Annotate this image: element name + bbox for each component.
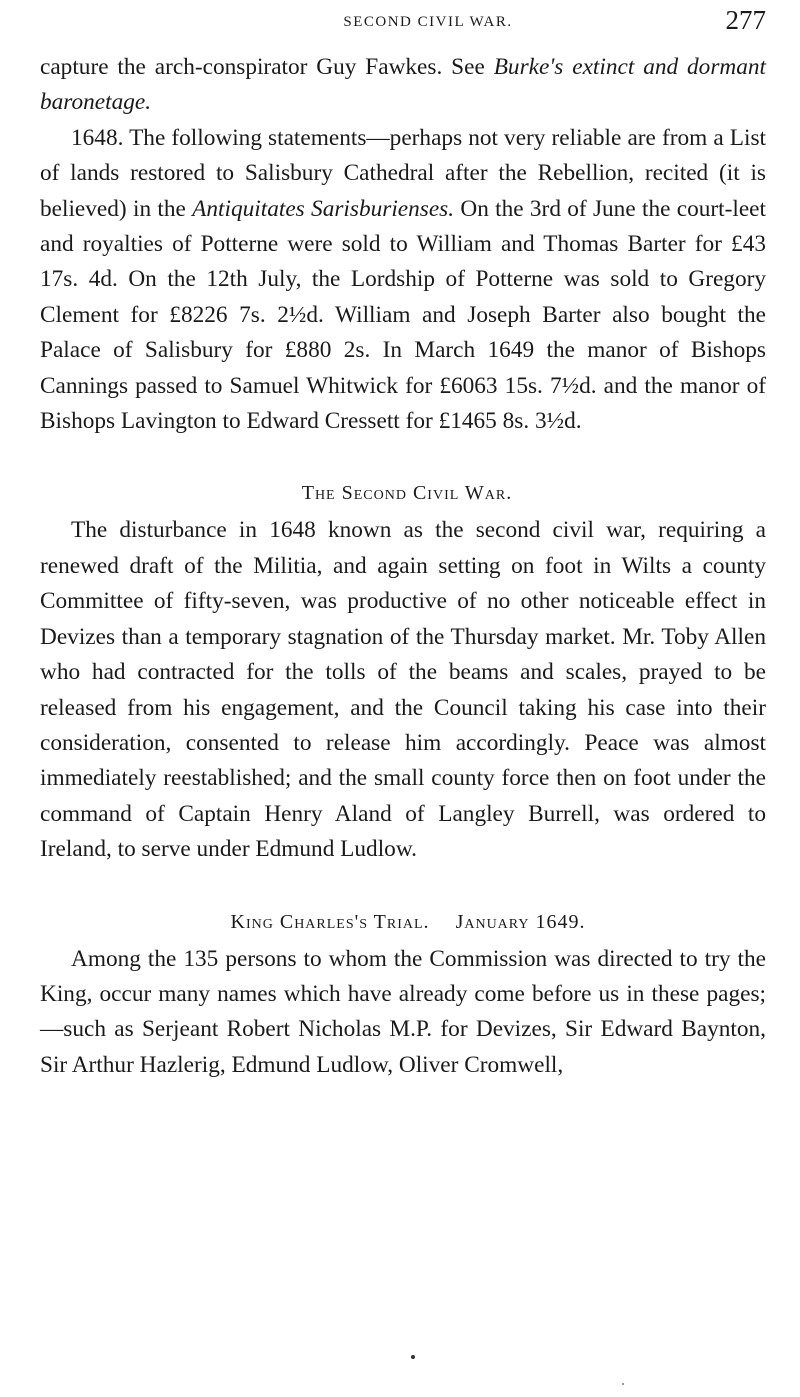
paragraph-trial: Among the 135 persons to whom the Commission was directed to try the King, occur many names which have already come before us in these pages;—such as Serjeant Robert Nicholas M.P. for Devizes, Sir Edward Baynton, Sir Arthur Hazlerig, Edmund Ludlow, Oliver Cromwell, — [40, 945, 766, 1078]
heading-left: King Charles's Trial. — [230, 910, 430, 933]
page-number: 277 — [725, 5, 766, 35]
ink-speck — [622, 1383, 624, 1385]
running-head-title: SECOND CIVIL WAR. — [343, 14, 513, 30]
section-heading-second-civil-war: The Second Civil War. — [301, 482, 513, 505]
heading-right: January 1649. — [455, 910, 586, 933]
book-page — [40, 0, 766, 1083]
paragraph-1648 — [40, 121, 766, 440]
running-head — [40, 0, 766, 50]
italic-reference: Burke's extinct and dormant baronetage. — [40, 54, 766, 116]
paragraph-second-civil-war: The disturbance in 1648 known as the second civil war, requiring a renewed draft of the Militia, and again setting on foot in Wilts a county Committee of fifty-seven, was productive of no other noticeable effect in Devizes than a temporary stagnation of the Thursday market. Mr. Toby Allen who had contracted for the tolls of the beams and scales, prayed to be released from his engagement, and the Council taking his case into their consideration, consented to release him accordingly. Peace was almost immediately reestablished; and the small county force then on foot under the command of Captain Henry Aland of Langley Burrell, was ordered to Ireland, to serve under Edmund Ludlow. — [40, 517, 766, 863]
ink-speck — [411, 1355, 415, 1359]
paragraph-continuation — [40, 50, 766, 121]
paragraph-text: capture the arch-conspirator Guy Fawkes. See — [40, 54, 494, 80]
paragraph-text-start: 1648. The following statements—perhaps not very reliable are from a List of lands restored to Salisbury Cathedral after the Rebellion, recited (it is believed) in the — [40, 124, 766, 222]
section-heading-king-charles-trial — [40, 904, 766, 940]
paragraph-text-end: On the 3rd of June the court-leet and royalties of Potterne were sold to William and Thomas Barter for £43 17s. 4d. On the 12th July, the Lordship of Potterne was sold to Gregory Clement for £8226 7s. 2½d. William and Joseph Barter also bought the Palace of Salisbury for £880 2s. In March 1649 the manor of Bishops Cannings passed to Samuel Whitwick for £6063 15s. 7½d. and the manor of Bishops Lavington to Edward Cressett for £1465 8s. 3½d. — [40, 195, 766, 435]
italic-title: Antiquitates Sarisburienses. — [192, 195, 455, 222]
